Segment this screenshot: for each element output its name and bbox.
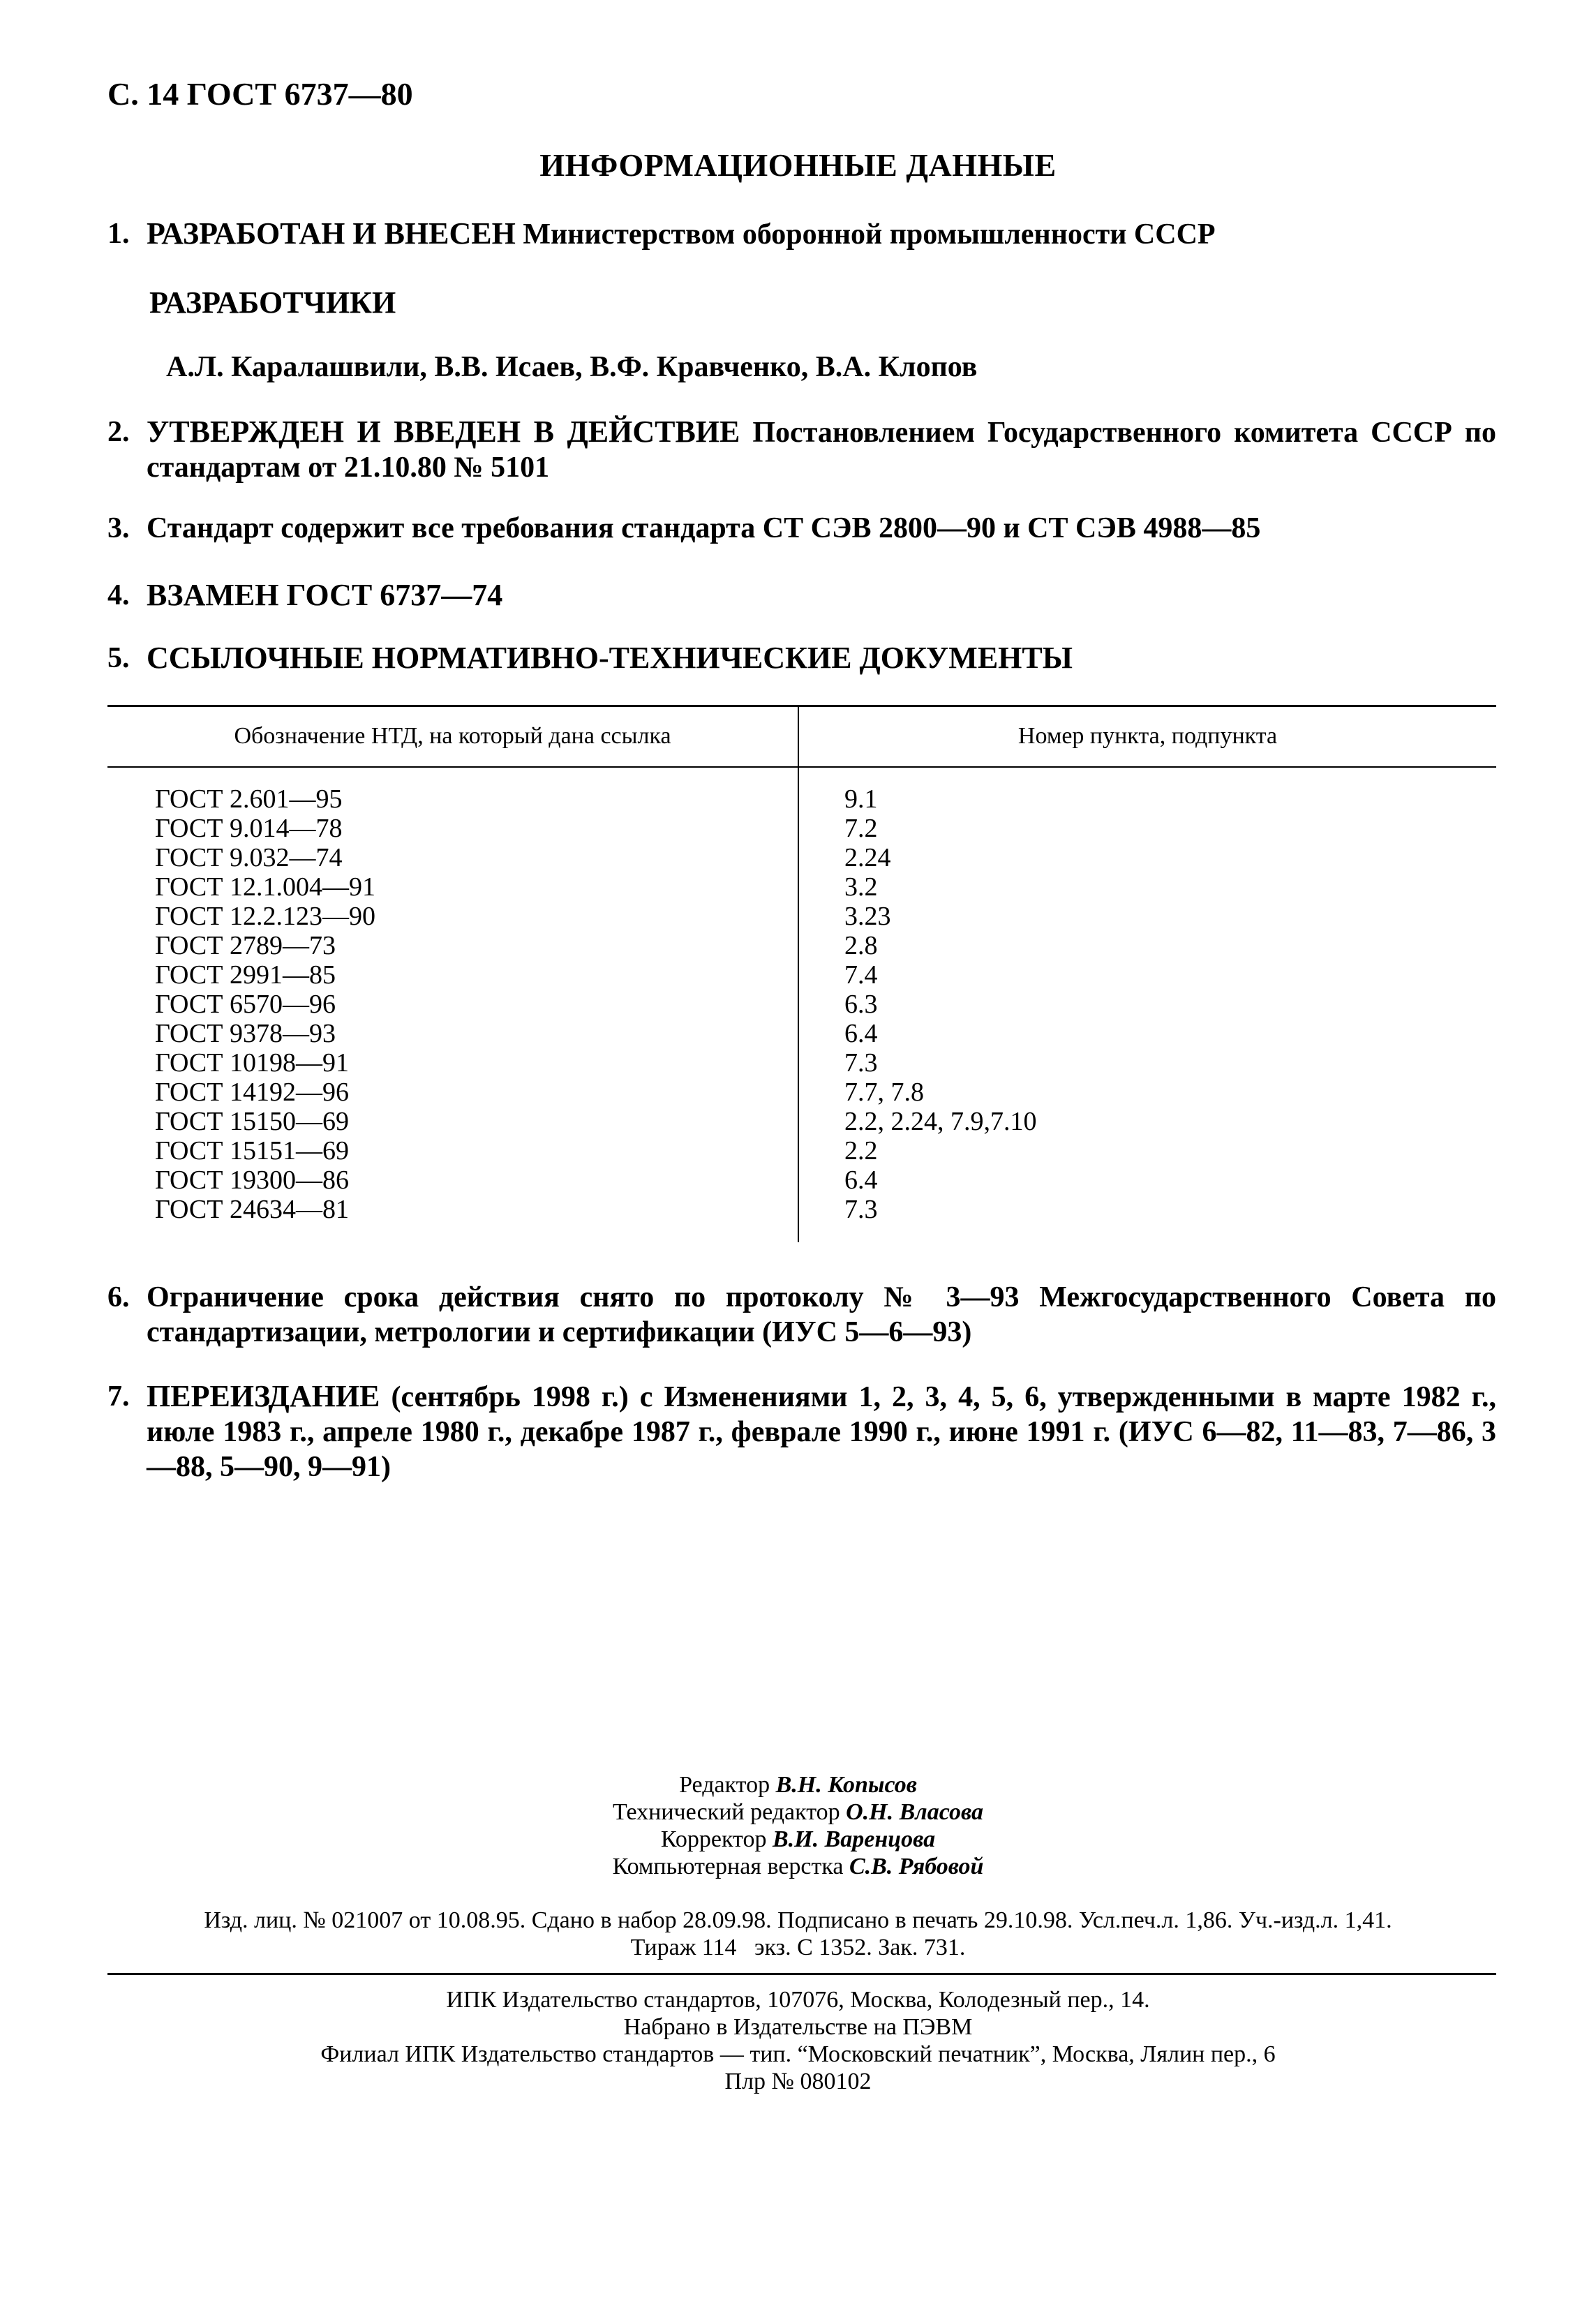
table-cell-clause: 2.2, 2.24, 7.9,7.10 [844, 1107, 1037, 1136]
table-header-clause: Номер пункта, подпункта [1017, 723, 1278, 749]
table-cell-clause: 6.4 [844, 1019, 878, 1048]
imprint-line: Изд. лиц. № 021007 от 10.08.95. Сдано в набор 28.09.98. Подписано в печать 29.10.98. Усл.печ.л. 1,86. Уч.-изд.л. 1,41. [204, 1907, 1392, 1933]
table-cell-clause: 6.4 [844, 1165, 878, 1195]
page-title: ИНФОРМАЦИОННЫЕ ДАННЫЕ [539, 147, 1057, 183]
page-header: С. 14 ГОСТ 6737—80 [107, 76, 413, 112]
publisher-line: Набрано в Издательстве на ПЭВМ [623, 2014, 973, 2040]
table-cell-clause: 7.2 [844, 814, 878, 843]
credits-block [0, 1771, 1596, 1880]
table-cell-clause: 7.3 [844, 1195, 878, 1224]
table-column-clauses [844, 784, 1037, 1224]
table-cell-document: ГОСТ 10198—91 [155, 1048, 349, 1078]
credit-name: С.В. Рябовой [849, 1854, 984, 1879]
table-cell-clause: 7.7, 7.8 [844, 1078, 924, 1107]
item-4 [107, 578, 1496, 613]
item-number: 7. [107, 1380, 130, 1413]
item-1 [107, 216, 1496, 252]
table-column-divider [798, 705, 799, 1242]
table-cell-clause: 3.2 [844, 872, 878, 902]
item-6 [107, 1280, 1496, 1350]
table-header-rule [107, 766, 1496, 768]
bottom-rule [107, 1973, 1496, 1975]
item-number: 6. [107, 1281, 130, 1313]
table-cell-clause: 2.2 [844, 1136, 878, 1165]
table-cell-document: ГОСТ 12.1.004—91 [155, 872, 375, 902]
publisher-line: Филиал ИПК Издательство стандартов — тип. “Московский печатник”, Москва, Лялин пер., 6 [320, 2041, 1276, 2067]
publisher-block [0, 1986, 1596, 2095]
table-cell-clause: 2.8 [844, 931, 878, 960]
table-cell-document: ГОСТ 2991—85 [155, 960, 336, 990]
imprint-block [0, 1907, 1596, 1961]
item-3 [107, 511, 1496, 546]
publisher-line: Плр № 080102 [724, 2069, 872, 2094]
table-cell-document: ГОСТ 2.601—95 [155, 784, 343, 814]
credit-role: Корректор [660, 1826, 773, 1852]
table-cell-clause: 7.3 [844, 1048, 878, 1078]
item-7 [107, 1379, 1496, 1484]
item-5 [107, 641, 1496, 676]
publisher-line: ИПК Издательство стандартов, 107076, Москва, Колодезный пер., 14. [446, 1987, 1150, 2013]
item-number: 4. [107, 579, 130, 611]
item-number: 5. [107, 642, 130, 674]
table-cell-clause: 6.3 [844, 990, 878, 1019]
table-column-documents [155, 784, 375, 1224]
item-2 [107, 415, 1496, 485]
table-cell-document: ГОСТ 9378—93 [155, 1019, 336, 1048]
table-cell-document: ГОСТ 9.014—78 [155, 814, 343, 843]
item-number: 3. [107, 512, 130, 544]
table-cell-document: ГОСТ 24634—81 [155, 1195, 349, 1224]
credit-line [0, 1853, 1596, 1880]
item-caps: ССЫЛОЧНЫЕ НОРМАТИВНО-ТЕХНИЧЕСКИЕ ДОКУМЕНТЫ [147, 641, 1073, 675]
item-text: (сентябрь 1998 г.) с Изменениями 1, 2, 3, 4, 5, 6, утвержденными в марте 1982 г., июле 1983 г., апреле 1980 г., декабре 1987 г., феврале 1990 г., июне 1991 г. (ИУС 6—82, 11—83, 7—86, 3—88, 5—90, 9—91) [147, 1381, 1496, 1483]
table-header-document: Обозначение НТД, на который дана ссылка [234, 723, 671, 749]
credit-line [0, 1798, 1596, 1826]
credit-role: Редактор [679, 1772, 776, 1798]
developers-label: РАЗРАБОТЧИКИ [149, 285, 396, 320]
credit-line [0, 1771, 1596, 1798]
credit-line [0, 1826, 1596, 1853]
item-caps: РАЗРАБОТАН И ВНЕСЕН [147, 216, 516, 251]
table-cell-document: ГОСТ 15151—69 [155, 1136, 349, 1165]
table-top-rule [107, 705, 1496, 707]
item-text: Министерством оборонной промышленности СССР [515, 218, 1216, 251]
item-text: Ограничение срока действия снято по протоколу № 3—93 Межгосударственного Совета по стандартизации, метрологии и сертификации (ИУС 5—6—93) [147, 1281, 1496, 1348]
credit-name: В.И. Варенцова [772, 1826, 936, 1852]
table-cell-clause: 9.1 [844, 784, 878, 814]
table-cell-document: ГОСТ 12.2.123—90 [155, 902, 375, 931]
credit-name: О.Н. Власова [846, 1799, 983, 1825]
item-text: Стандарт содержит все требования стандарта СТ СЭВ 2800—90 и СТ СЭВ 4988—85 [147, 512, 1261, 544]
table-cell-clause: 2.24 [844, 843, 891, 872]
item-caps: ВЗАМЕН ГОСТ 6737—74 [147, 578, 503, 612]
table-cell-document: ГОСТ 15150—69 [155, 1107, 349, 1136]
credit-role: Технический редактор [613, 1799, 847, 1825]
table-cell-document: ГОСТ 14192—96 [155, 1078, 349, 1107]
table-cell-document: ГОСТ 9.032—74 [155, 843, 343, 872]
item-number: 1. [107, 218, 130, 250]
developers-names: А.Л. Каралашвили, В.В. Исаев, В.Ф. Кравченко, В.А. Клопов [166, 351, 978, 383]
table-cell-document: ГОСТ 2789—73 [155, 931, 336, 960]
table-cell-document: ГОСТ 6570—96 [155, 990, 336, 1019]
item-caps: ПЕРЕИЗДАНИЕ [147, 1379, 380, 1413]
item-text: Постановлением Государственного комитета СССР по стандартам от 21.10.80 № 5101 [147, 417, 1496, 484]
imprint-line: Тираж 114 экз. С 1352. Зак. 731. [630, 1935, 966, 1960]
credit-name: В.Н. Копысов [775, 1772, 917, 1798]
table-cell-document: ГОСТ 19300—86 [155, 1165, 349, 1195]
table-cell-clause: 7.4 [844, 960, 878, 990]
credit-role: Компьютерная верстка [612, 1854, 849, 1879]
table-cell-clause: 3.23 [844, 902, 891, 931]
item-number: 2. [107, 416, 130, 448]
item-caps: УТВЕРЖДЕН И ВВЕДЕН В ДЕЙСТВИЕ [147, 415, 740, 449]
